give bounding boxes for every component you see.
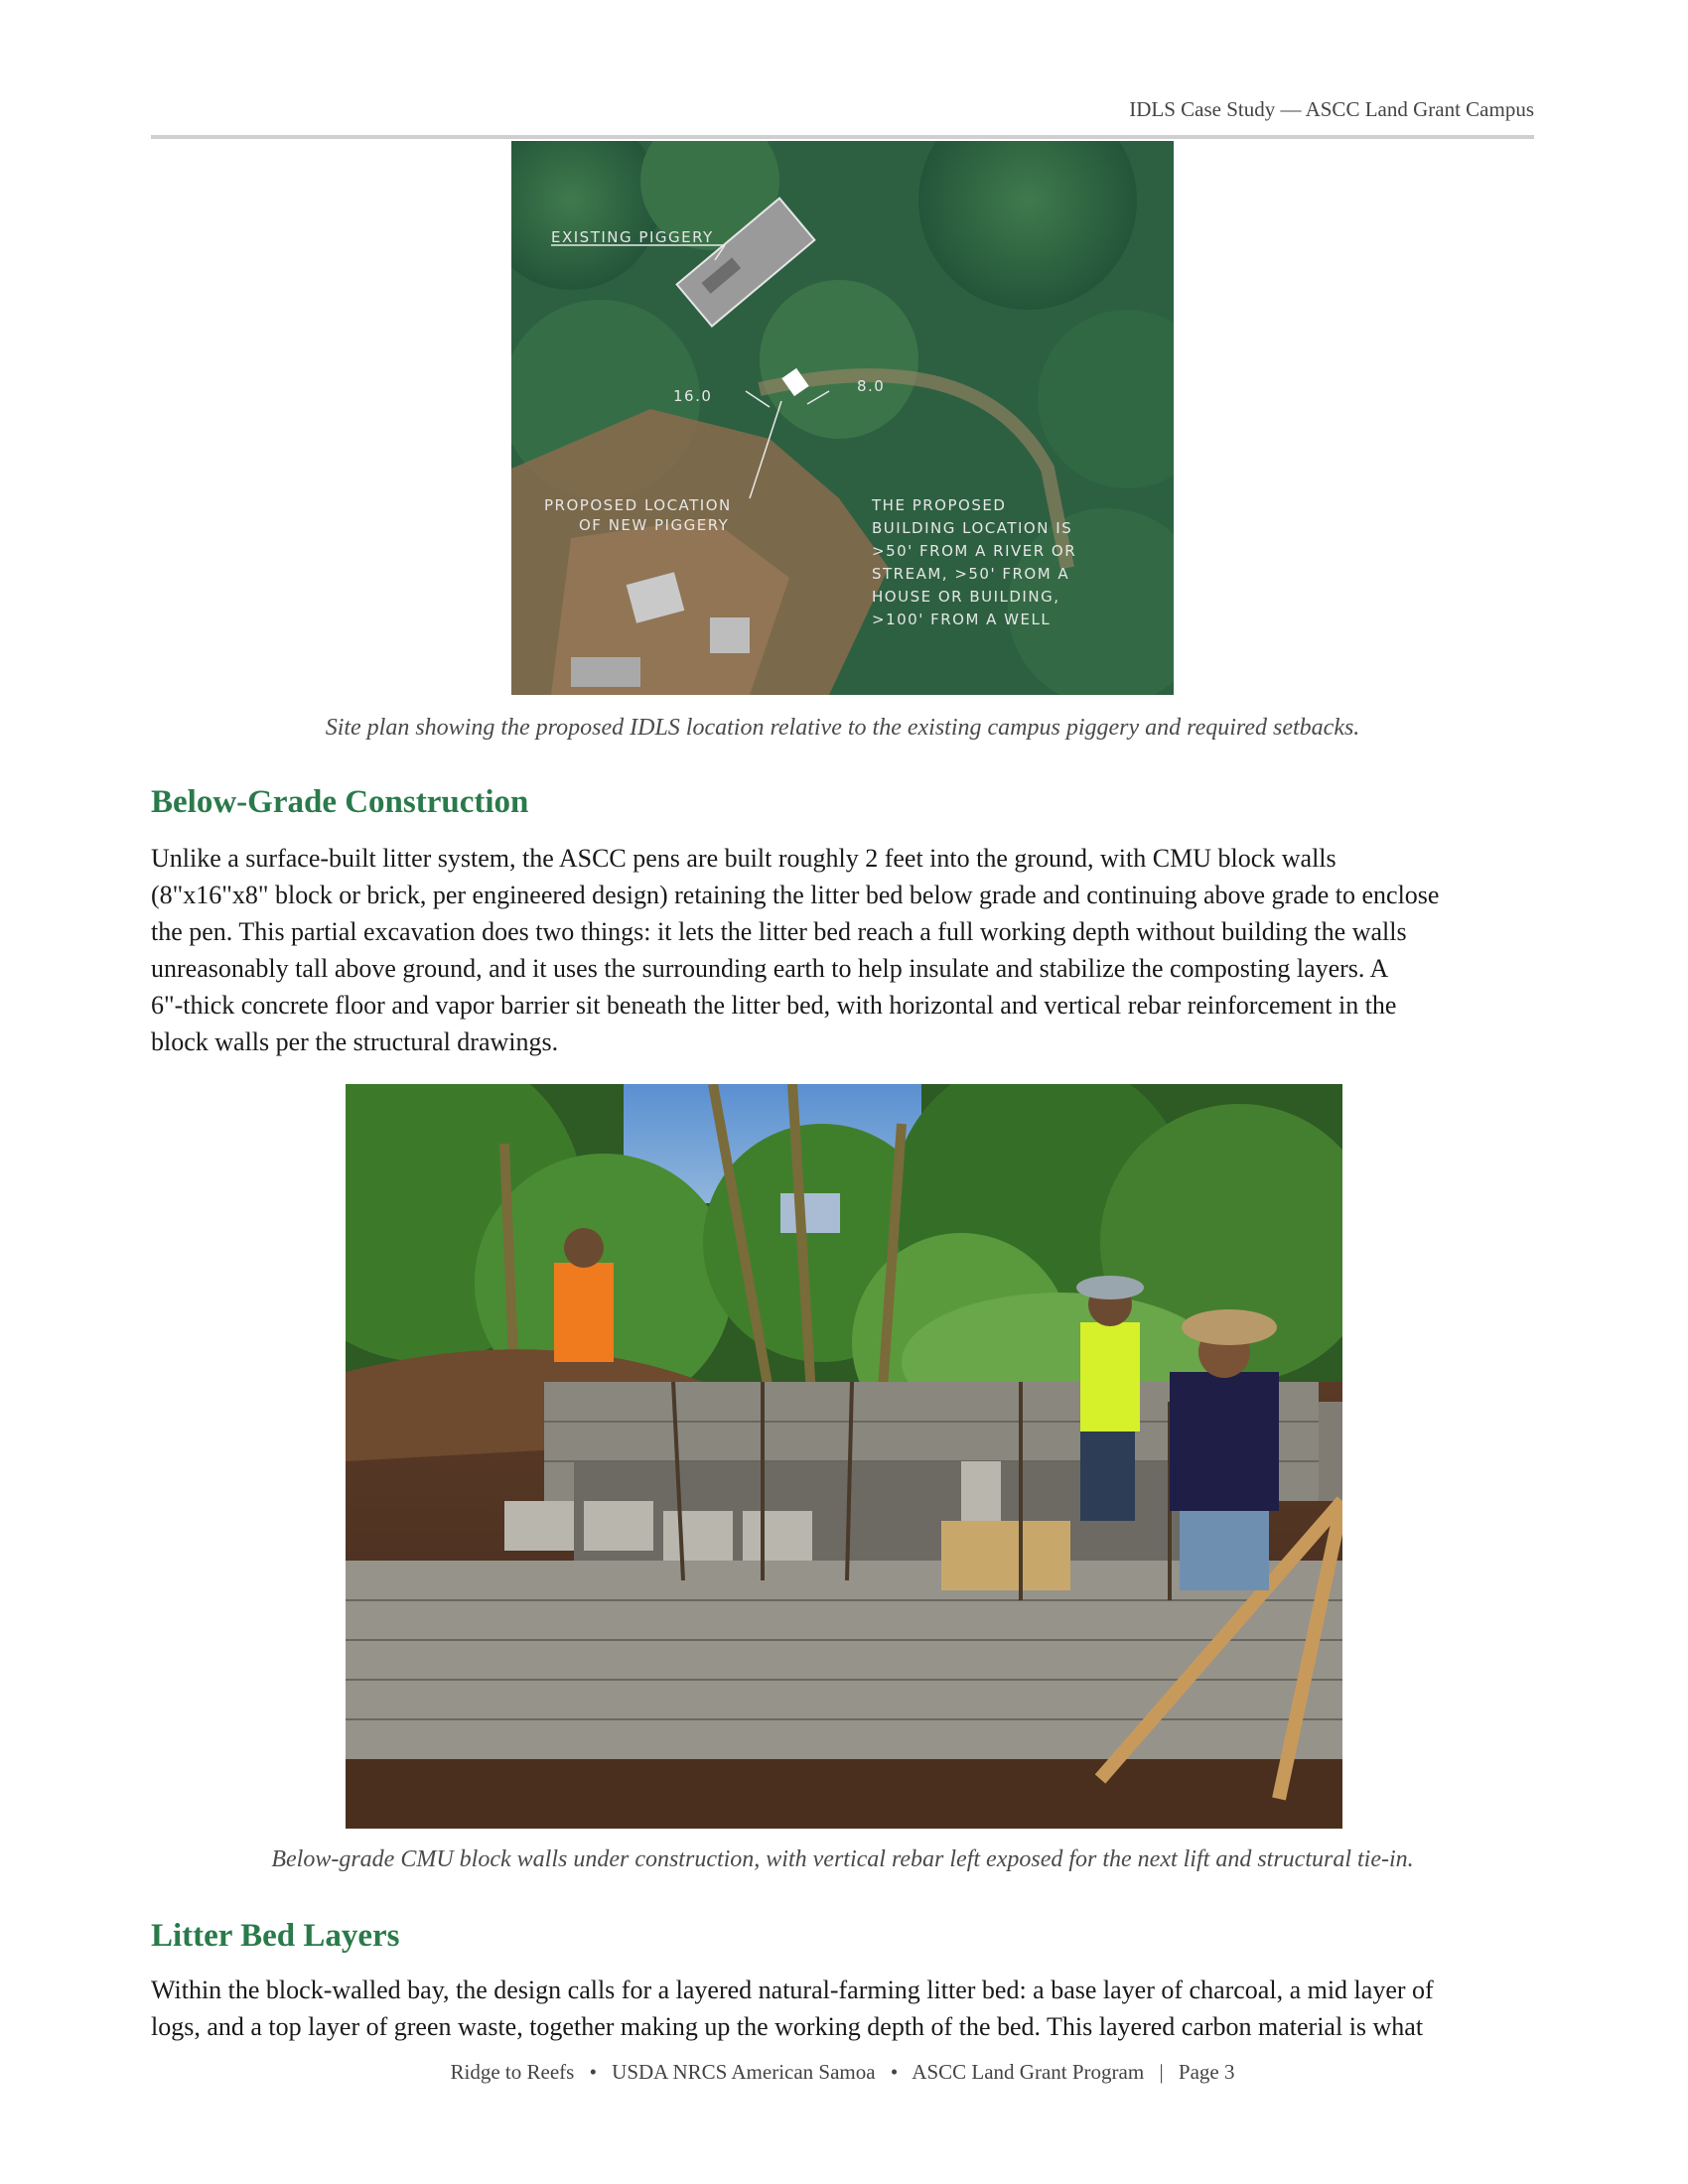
header-title: IDLS Case Study — ASCC Land Grant Campus: [1129, 97, 1534, 121]
construction-photo: [346, 1084, 1342, 1829]
label-proposed-line2: OF NEW PIGGERY: [579, 516, 730, 534]
note-line: >100' FROM A WELL: [872, 611, 1052, 628]
label-proposed-line1: PROPOSED LOCATION: [544, 496, 732, 514]
page-footer: [151, 2060, 1534, 2085]
footer-part: ASCC Land Grant Program: [912, 2060, 1145, 2084]
paragraph-line: unreasonably tall above ground, and it uses the surrounding earth to help insulate and stabilize the composting layers. A: [151, 954, 1389, 983]
label-existing-piggery: EXISTING PIGGERY: [551, 228, 714, 246]
paragraph-line: Unlike a surface-built litter system, the ASCC pens are built roughly 2 feet into the ground, with CMU block walls: [151, 844, 1336, 873]
section-heading-below-grade: Below-Grade Construction: [151, 784, 529, 820]
paragraph-line: logs, and a top layer of green waste, together making up the working depth of the bed. This layered carbon material is what: [151, 2012, 1424, 2041]
paragraph-line: (8"x16"x8" block or brick, per engineered design) retaining the litter bed below grade and continuing above grade to enclose: [151, 881, 1440, 909]
paragraph-line: block walls per the structural drawings.: [151, 1027, 559, 1056]
page-header: [151, 95, 1534, 139]
footer-bullet: •: [890, 2060, 899, 2084]
site-plan-image: [511, 141, 1174, 695]
label-dimension-right: 8.0: [857, 377, 886, 395]
page-number: Page 3: [1178, 2060, 1235, 2084]
section1-paragraph: [151, 840, 1534, 1060]
section-heading-litter-bed: Litter Bed Layers: [151, 1918, 400, 1954]
note-line: BUILDING LOCATION IS: [872, 519, 1073, 537]
paragraph-line: the pen. This partial excavation does two things: it lets the litter bed reach a full working depth without building the walls: [151, 917, 1407, 946]
figure1-caption: Site plan showing the proposed IDLS location relative to the existing campus piggery and required setbacks.: [325, 715, 1360, 741]
note-line: THE PROPOSED: [872, 496, 1007, 514]
section2-paragraph: [151, 1972, 1534, 2045]
footer-bullet: •: [589, 2060, 597, 2084]
paragraph-line: 6"-thick concrete floor and vapor barrier sit beneath the litter bed, with horizontal and vertical rebar reinforcement in the: [151, 991, 1397, 1020]
footer-part: USDA NRCS American Samoa: [612, 2060, 876, 2084]
footer-part: Ridge to Reefs: [450, 2060, 575, 2084]
note-line: STREAM, >50' FROM A: [872, 565, 1070, 583]
footer-divider: |: [1159, 2060, 1164, 2084]
note-line: >50' FROM A RIVER OR: [872, 542, 1077, 560]
paragraph-line: Within the block-walled bay, the design calls for a layered natural-farming litter bed: a base layer of charcoal, a mid layer of: [151, 1976, 1434, 2004]
note-line: HOUSE OR BUILDING,: [872, 588, 1060, 606]
figure2-caption: Below-grade CMU block walls under construction, with vertical rebar left exposed for the next lift and structural tie-in.: [271, 1846, 1414, 1872]
label-dimension-left: 16.0: [673, 387, 713, 405]
